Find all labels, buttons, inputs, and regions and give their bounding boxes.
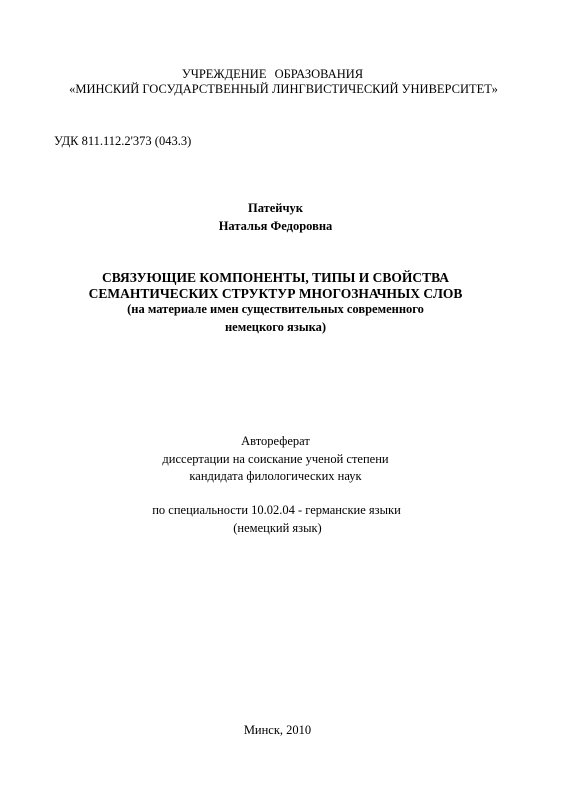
document-type-line-2: диссертации на соискание ученой степени <box>162 452 389 466</box>
specialty-line-2: (немецкий язык) <box>233 521 322 535</box>
specialty-line-1: по специальности 10.02.04 - германские языки <box>152 503 401 517</box>
dissertation-title-line-3: (на материале имен существительных современного <box>127 302 424 316</box>
dissertation-title-line-4: немецкого языка) <box>224 320 326 334</box>
document-type-line-1: Автореферат <box>241 434 310 448</box>
dissertation-title-line-1: СВЯЗУЮЩИЕ КОМПОНЕНТЫ, ТИПЫ И СВОЙСТВА <box>101 270 450 285</box>
document-type-line-3: кандидата филологических наук <box>189 469 362 483</box>
udc-code: УДК 811.112.2'373 (043.3) <box>54 134 192 148</box>
institution-line-1: УЧРЕЖДЕНИЕ ОБРАЗОВАНИЯ <box>181 67 364 81</box>
city-year: Минск, 2010 <box>243 723 312 737</box>
author-name: Наталья Федоровна <box>218 219 333 233</box>
dissertation-title-line-2: СЕМАНТИЧЕСКИХ СТРУКТУР МНОГОЗНАЧНЫХ СЛОВ <box>88 286 463 301</box>
institution-line-2: «МИНСКИЙ ГОСУДАРСТВЕННЫЙ ЛИНГВИСТИЧЕСКИЙ УНИВЕРСИТЕТ» <box>69 82 498 96</box>
author-surname: Патейчук <box>247 201 304 215</box>
